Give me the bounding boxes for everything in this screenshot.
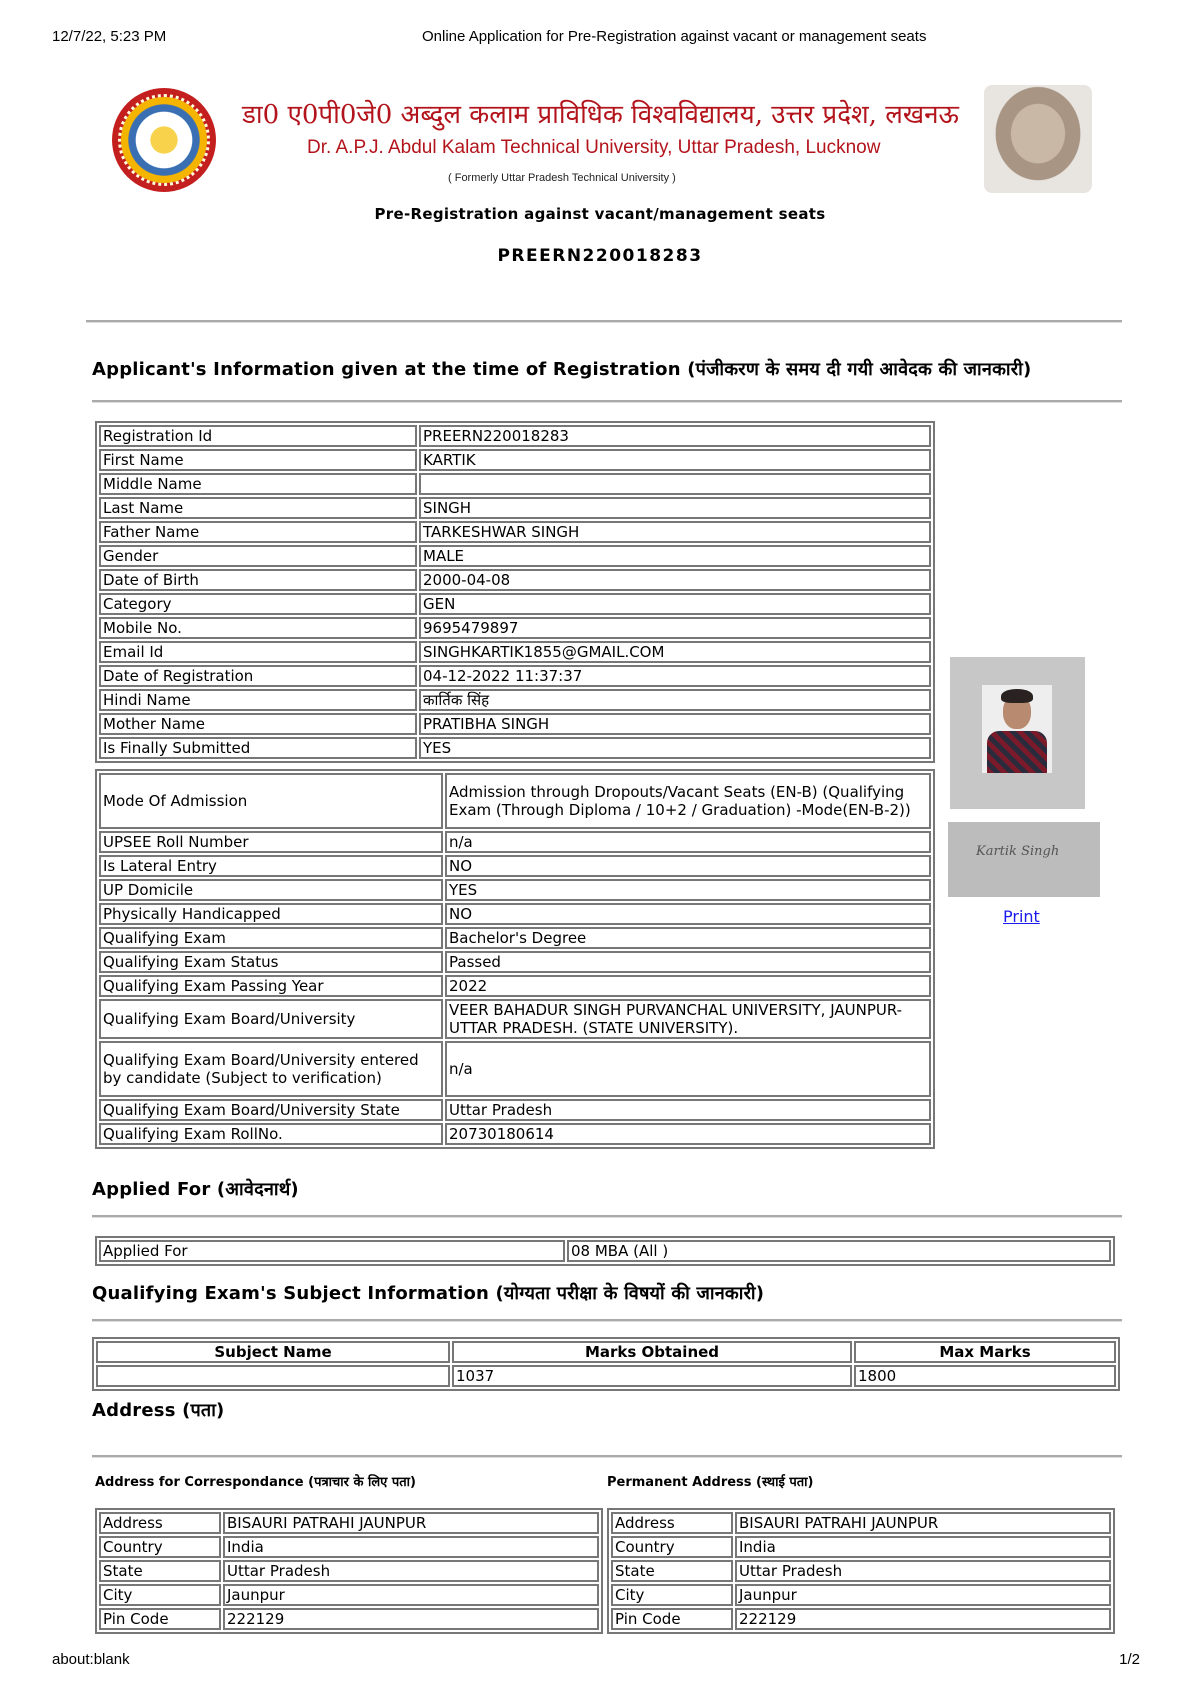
admission-info-table <box>95 769 935 1149</box>
row-value: Uttar Pradesh <box>445 1099 931 1121</box>
row-value: KARTIK <box>419 449 931 471</box>
table-row <box>99 545 931 567</box>
table-row <box>99 903 931 925</box>
row-label: UPSEE Roll Number <box>99 831 443 853</box>
row-value: 222129 <box>223 1608 599 1630</box>
applied-for-value: 08 MBA (All ) <box>567 1240 1111 1262</box>
row-label: Registration Id <box>99 425 417 447</box>
row-label: Address <box>99 1512 221 1534</box>
table-row <box>99 1099 931 1121</box>
divider <box>92 1215 1122 1218</box>
row-label: Date of Birth <box>99 569 417 591</box>
column-header: Max Marks <box>854 1341 1116 1363</box>
row-value: Bachelor's Degree <box>445 927 931 949</box>
print-datetime: 12/7/22, 5:23 PM <box>52 28 167 45</box>
row-label: Category <box>99 593 417 615</box>
table-row <box>99 1584 599 1606</box>
row-value: 2022 <box>445 975 931 997</box>
print-page-number: 1/2 <box>1119 1651 1140 1668</box>
column-header: Marks Obtained <box>452 1341 852 1363</box>
row-value: India <box>735 1536 1111 1558</box>
print-page-title: Online Application for Pre-Registration against vacant or management seats <box>422 28 927 45</box>
correspondence-address-table <box>95 1508 603 1634</box>
row-label: Mobile No. <box>99 617 417 639</box>
row-value: NO <box>445 855 931 877</box>
table-row <box>99 1608 599 1630</box>
table-row <box>611 1560 1111 1582</box>
table-row <box>99 855 931 877</box>
row-label: UP Domicile <box>99 879 443 901</box>
row-label: Email Id <box>99 641 417 663</box>
registration-code: PREERN220018283 <box>497 246 703 266</box>
row-value: Uttar Pradesh <box>735 1560 1111 1582</box>
table-row <box>99 927 931 949</box>
applicant-photo <box>950 657 1085 809</box>
university-name-english: Dr. A.P.J. Abdul Kalam Technical University, Uttar Pradesh, Lucknow <box>307 137 881 158</box>
table-row <box>99 1536 599 1558</box>
table-row <box>99 1123 931 1145</box>
table-row <box>99 713 931 735</box>
divider <box>92 1319 1122 1322</box>
row-label: Pin Code <box>611 1608 733 1630</box>
table-cell: 1037 <box>452 1365 852 1387</box>
row-value: Jaunpur <box>223 1584 599 1606</box>
row-value: YES <box>445 879 931 901</box>
row-value: 04-12-2022 11:37:37 <box>419 665 931 687</box>
row-label: Mother Name <box>99 713 417 735</box>
table-row <box>99 617 931 639</box>
university-banner <box>112 85 1092 195</box>
row-label: Address <box>611 1512 733 1534</box>
row-value: 222129 <box>735 1608 1111 1630</box>
table-row <box>99 593 931 615</box>
section-subject-info: Qualifying Exam's Subject Information (योग्यता परीक्षा के विषयों की जानकारी) <box>92 1283 765 1304</box>
table-row <box>611 1584 1111 1606</box>
row-label: Qualifying Exam <box>99 927 443 949</box>
row-value: 9695479897 <box>419 617 931 639</box>
table-row <box>99 773 931 829</box>
table-row <box>99 689 931 711</box>
column-header: Subject Name <box>96 1341 450 1363</box>
row-value <box>419 473 931 495</box>
row-value: BISAURI PATRAHI JAUNPUR <box>223 1512 599 1534</box>
row-value: Uttar Pradesh <box>223 1560 599 1582</box>
row-value: BISAURI PATRAHI JAUNPUR <box>735 1512 1111 1534</box>
row-label: Physically Handicapped <box>99 903 443 925</box>
table-header-row <box>96 1341 1116 1363</box>
permanent-address-table <box>607 1508 1115 1634</box>
applicant-signature <box>948 822 1100 897</box>
row-value: SINGHKARTIK1855@GMAIL.COM <box>419 641 931 663</box>
university-formerly: ( Formerly Uttar Pradesh Technical University ) <box>448 172 676 184</box>
table-row <box>99 1240 1111 1262</box>
row-value: 20730180614 <box>445 1123 931 1145</box>
table-row <box>99 999 931 1039</box>
university-name-hindi: डा0 ए0पी0जे0 अब्दुल कलाम प्राविधिक विश्वविद्यालय, उत्तर प्रदेश, लखनऊ <box>242 100 959 130</box>
applied-for-table <box>95 1236 1115 1266</box>
kalam-portrait-image <box>984 85 1092 193</box>
row-value: SINGH <box>419 497 931 519</box>
divider <box>92 1455 1122 1458</box>
row-label: Last Name <box>99 497 417 519</box>
table-row <box>96 1365 1116 1387</box>
row-label: Qualifying Exam Board/University State <box>99 1099 443 1121</box>
applied-for-label: Applied For <box>99 1240 565 1262</box>
row-label: State <box>99 1560 221 1582</box>
correspondence-address-title: Address for Correspondance (पत्राचार के लिए पता) <box>95 1475 416 1490</box>
table-row <box>99 521 931 543</box>
row-label: Is Finally Submitted <box>99 737 417 759</box>
subject-table <box>92 1337 1120 1391</box>
row-label: First Name <box>99 449 417 471</box>
row-value: Passed <box>445 951 931 973</box>
row-value: VEER BAHADUR SINGH PURVANCHAL UNIVERSITY, JAUNPUR- UTTAR PRADESH. (STATE UNIVERSITY). <box>445 999 931 1039</box>
table-row <box>99 737 931 759</box>
row-label: Father Name <box>99 521 417 543</box>
section-applicant-info: Applicant's Information given at the time of Registration (पंजीकरण के समय दी गयी आवेदक की जानकारी) <box>92 359 1032 380</box>
row-value: GEN <box>419 593 931 615</box>
applicant-info-table <box>95 421 935 763</box>
row-label: Is Lateral Entry <box>99 855 443 877</box>
row-value: MALE <box>419 545 931 567</box>
table-row <box>99 1041 931 1097</box>
university-seal-logo <box>112 88 216 192</box>
table-row <box>99 641 931 663</box>
row-label: Hindi Name <box>99 689 417 711</box>
table-row <box>99 449 931 471</box>
table-row <box>99 497 931 519</box>
table-row <box>99 879 931 901</box>
row-value: n/a <box>445 831 931 853</box>
table-row <box>611 1512 1111 1534</box>
table-row <box>99 665 931 687</box>
table-row <box>99 1512 599 1534</box>
print-url: about:blank <box>52 1651 130 1668</box>
row-value: TARKESHWAR SINGH <box>419 521 931 543</box>
row-value: YES <box>419 737 931 759</box>
row-value: Jaunpur <box>735 1584 1111 1606</box>
row-label: Middle Name <box>99 473 417 495</box>
row-label: Qualifying Exam Status <box>99 951 443 973</box>
row-label: Date of Registration <box>99 665 417 687</box>
row-value: n/a <box>445 1041 931 1097</box>
print-link[interactable]: Print <box>1003 907 1040 926</box>
row-value: PREERN220018283 <box>419 425 931 447</box>
row-label: Qualifying Exam Board/University <box>99 999 443 1039</box>
table-row <box>99 831 931 853</box>
signature-text: Kartik Singh <box>976 844 1060 859</box>
row-value: PRATIBHA SINGH <box>419 713 931 735</box>
row-label: Gender <box>99 545 417 567</box>
row-label: Qualifying Exam Board/University entered by candidate (Subject to verification) <box>99 1041 443 1097</box>
table-row <box>99 569 931 591</box>
table-row <box>611 1536 1111 1558</box>
table-row <box>99 425 931 447</box>
row-label: Qualifying Exam RollNo. <box>99 1123 443 1145</box>
section-applied-for: Applied For (आवेदनार्थ) <box>92 1179 299 1200</box>
row-value: कार्तिक सिंह <box>419 689 931 711</box>
row-label: Country <box>611 1536 733 1558</box>
table-row <box>99 975 931 997</box>
table-row <box>99 1560 599 1582</box>
page-title: Pre-Registration against vacant/management seats <box>374 205 826 223</box>
row-label: Mode Of Admission <box>99 773 443 829</box>
row-value: India <box>223 1536 599 1558</box>
row-label: Pin Code <box>99 1608 221 1630</box>
section-address: Address (पता) <box>92 1400 225 1421</box>
divider <box>92 400 1122 403</box>
row-label: City <box>99 1584 221 1606</box>
permanent-address-title: Permanent Address (स्थाई पता) <box>607 1475 814 1490</box>
table-row <box>611 1608 1111 1630</box>
table-cell <box>96 1365 450 1387</box>
row-label: Qualifying Exam Passing Year <box>99 975 443 997</box>
table-cell: 1800 <box>854 1365 1116 1387</box>
row-value: Admission through Dropouts/Vacant Seats (EN-B) (Qualifying Exam (Through Diploma / 10+2 / Graduation) -Mode(EN-B-2)) <box>445 773 931 829</box>
row-value: NO <box>445 903 931 925</box>
divider <box>86 320 1122 323</box>
table-row <box>99 473 931 495</box>
row-label: City <box>611 1584 733 1606</box>
table-row <box>99 951 931 973</box>
row-label: State <box>611 1560 733 1582</box>
row-value: 2000-04-08 <box>419 569 931 591</box>
row-label: Country <box>99 1536 221 1558</box>
